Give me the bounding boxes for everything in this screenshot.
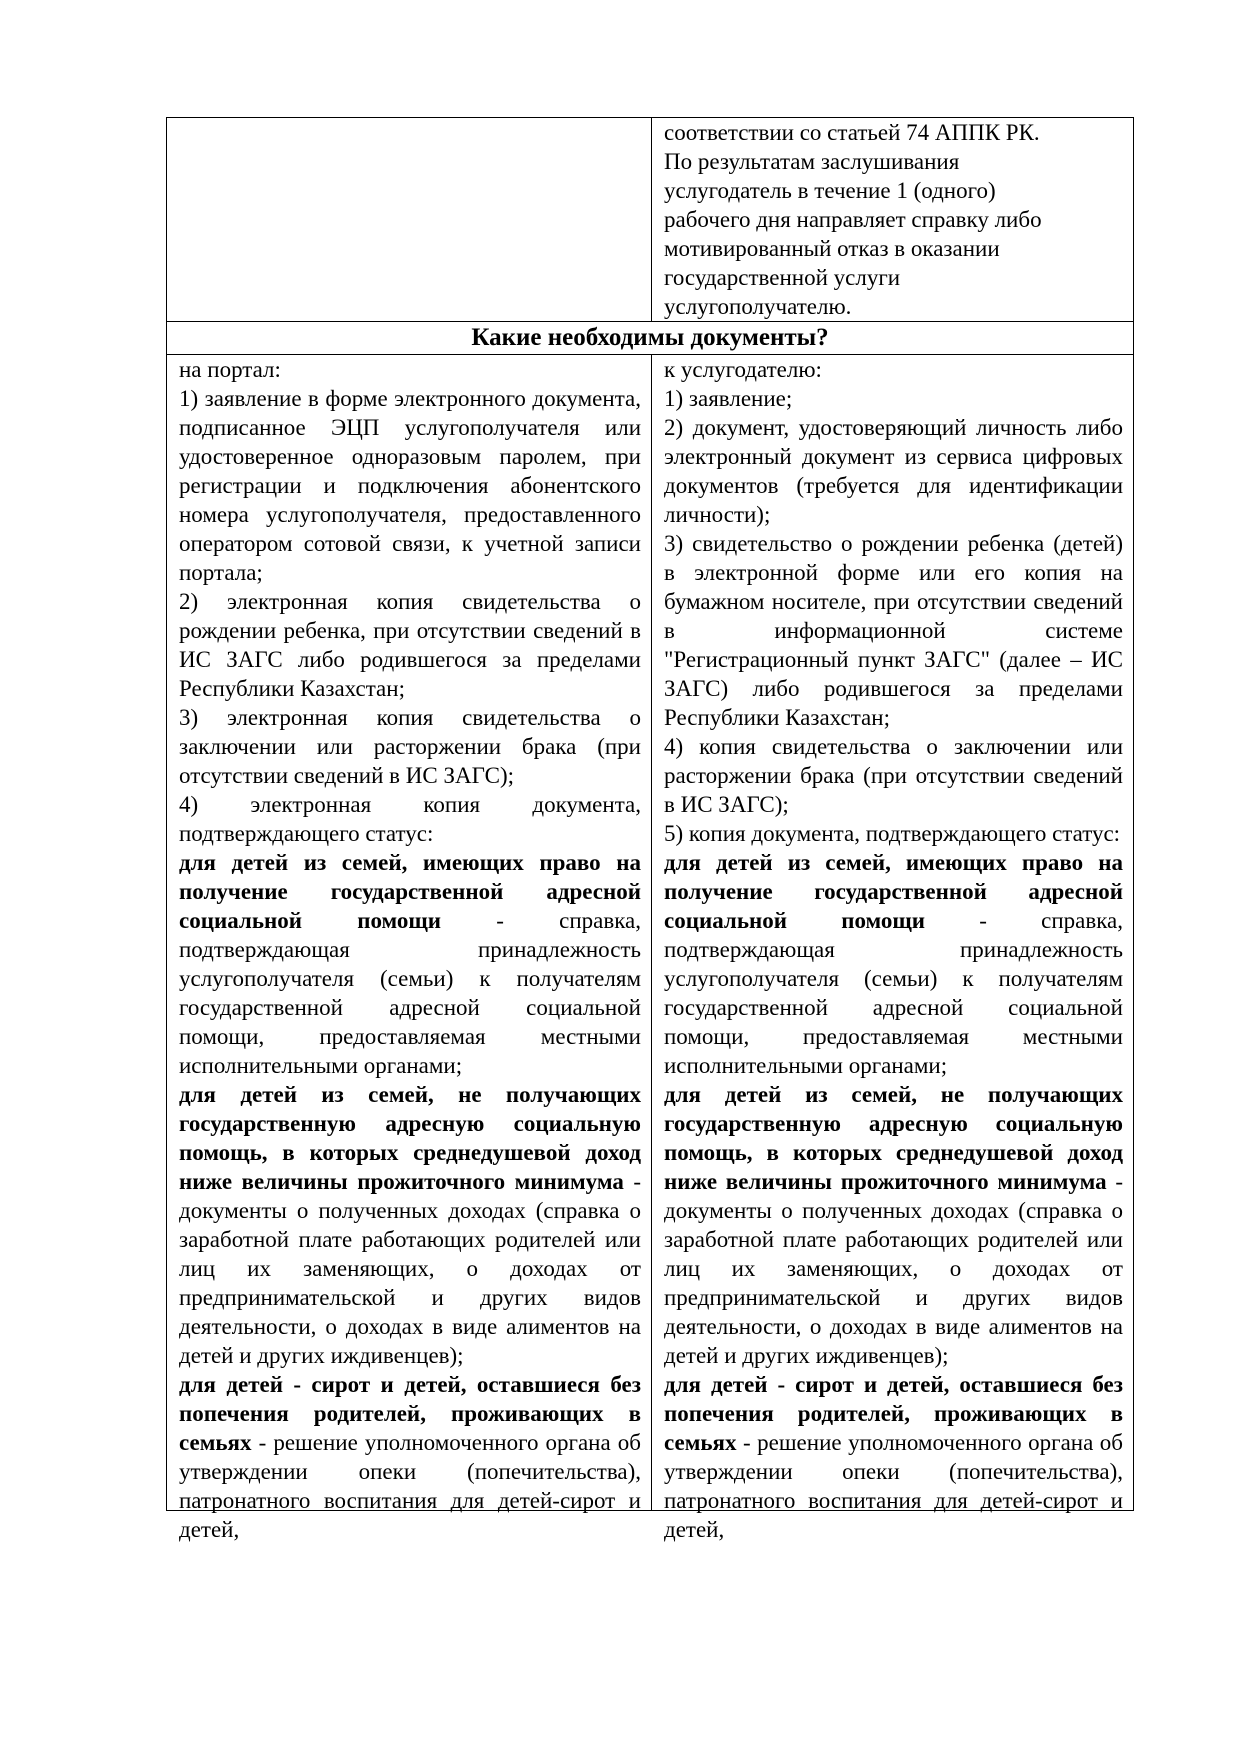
provider-item-3: 3) свидетельство о рождении ребенка (детей) в электронной форме или его копия на бумажном носителе, при отсутствии сведений в информационной системе "Регистрационный пункт ЗАГС" (далее – ИС ЗАГС) либо родившегося за пределами Республики Казахстан; — [664, 531, 1123, 730]
category-title: для детей - сирот и детей, оставшиеся без попечения родителей, проживающих в семьях — [664, 1372, 1123, 1455]
provider-category-2 — [664, 1080, 1123, 1370]
portal-documents-cell — [167, 355, 652, 1542]
category-title: для детей из семей, имеющих право на получение государственной адресной социальной помощи — [179, 850, 641, 933]
provider-item-4: 4) копия свидетельства о заключении или расторжении брака (при отсутствии сведений в ИС ЗАГС); — [664, 734, 1123, 817]
procedure-line: соответствии со статьей 74 АППК РК. — [664, 120, 1040, 145]
portal-intro: на портал: — [179, 357, 281, 382]
provider-intro: к услугодателю: — [664, 357, 822, 382]
provider-category-3 — [664, 1370, 1123, 1544]
portal-item-2: 2) электронная копия свидетельства о рождении ребенка, при отсутствии сведений в ИС ЗАГС либо родившегося за пределами Республики Казахстан; — [179, 589, 641, 701]
procedure-line: рабочего дня направляет справку либо — [664, 207, 1042, 232]
provider-item-2: 2) документ, удостоверяющий личность либо электронный документ из сервиса цифровых документов (требуется для идентификации личности); — [664, 415, 1123, 527]
table-row-procedure — [167, 118, 1134, 322]
category-title: для детей из семей, не получающих государственную адресную социальную помощь, в которых среднедушевой доход ниже величины прожиточного минимума — [179, 1082, 641, 1194]
portal-item-4: 4) электронная копия документа, подтверждающего статус: — [179, 792, 641, 846]
category-description: - документы о полученных доходах (справка о заработной плате работающих родителей или лиц их заменяющих, о доходах от предпринимательской и других видов деятельности, о доходах в виде алиментов на детей и других иждивенцев); — [664, 1169, 1123, 1368]
provider-item-5: 5) копия документа, подтверждающего статус: — [664, 821, 1121, 846]
procedure-line: услугополучателю. — [664, 294, 852, 319]
top-left-cell — [167, 118, 652, 322]
portal-item-3: 3) электронная копия свидетельства о заключении или расторжении брака (при отсутствии сведений в ИС ЗАГС); — [179, 705, 641, 788]
portal-category-1 — [179, 848, 641, 1080]
procedure-line: По результатам заслушивания — [664, 149, 960, 174]
category-description: - решение уполномоченного органа об утверждении опеки (попечительства), патронатного воспитания для детей-сирот и детей, — [179, 1430, 641, 1542]
category-title: для детей - сирот и детей, оставшиеся без попечения родителей, проживающих в семьях — [179, 1372, 641, 1455]
category-description: - справка, подтверждающая принадлежность услугополучателя (семьи) к получателям государственной адресной социальной помощи, предоставляемая местными исполнительными органами; — [664, 908, 1123, 1078]
procedure-line: услугодатель в течение 1 (одного) — [664, 178, 996, 203]
provider-item-1: 1) заявление; — [664, 386, 793, 411]
category-description: - решение уполномоченного органа об утверждении опеки (попечительства), патронатного воспитания для детей-сирот и детей, — [664, 1430, 1123, 1542]
portal-item-1: 1) заявление в форме электронного документа, подписанное ЭЦП услугополучателя или удостоверенное одноразовым паролем, при регистрации и подключения абонентского номера услугополучателя, предоставленного оператором сотовой связи, к учетной записи портала; — [179, 386, 641, 585]
portal-category-3 — [179, 1370, 641, 1544]
category-description: - справка, подтверждающая принадлежность услугополучателя (семьи) к получателям государственной адресной социальной помощи, предоставляемая местными исполнительными органами; — [179, 908, 641, 1078]
table-row-section-header — [167, 322, 1134, 355]
portal-category-2 — [179, 1080, 641, 1370]
table-row-documents — [167, 355, 1134, 1511]
requirements-table — [166, 117, 1134, 1542]
top-right-cell — [652, 118, 1134, 322]
category-description: - документы о полученных доходах (справка о заработной плате работающих родителей или лиц их заменяющих, о доходах от предпринимательской и других видов деятельности, о доходах в виде алиментов на детей и других иждивенцев); — [179, 1169, 641, 1368]
procedure-line: государственной услуги — [664, 265, 901, 290]
provider-documents-cell — [652, 355, 1134, 1542]
category-title: для детей из семей, не получающих государственную адресную социальную помощь, в которых среднедушевой доход ниже величины прожиточного минимума — [664, 1082, 1123, 1194]
provider-category-1 — [664, 848, 1123, 1080]
category-title: для детей из семей, имеющих право на получение государственной адресной социальной помощи — [664, 850, 1123, 933]
procedure-line: мотивированный отказ в оказании — [664, 236, 1000, 261]
section-header: Какие необходимы документы? — [167, 322, 1134, 355]
